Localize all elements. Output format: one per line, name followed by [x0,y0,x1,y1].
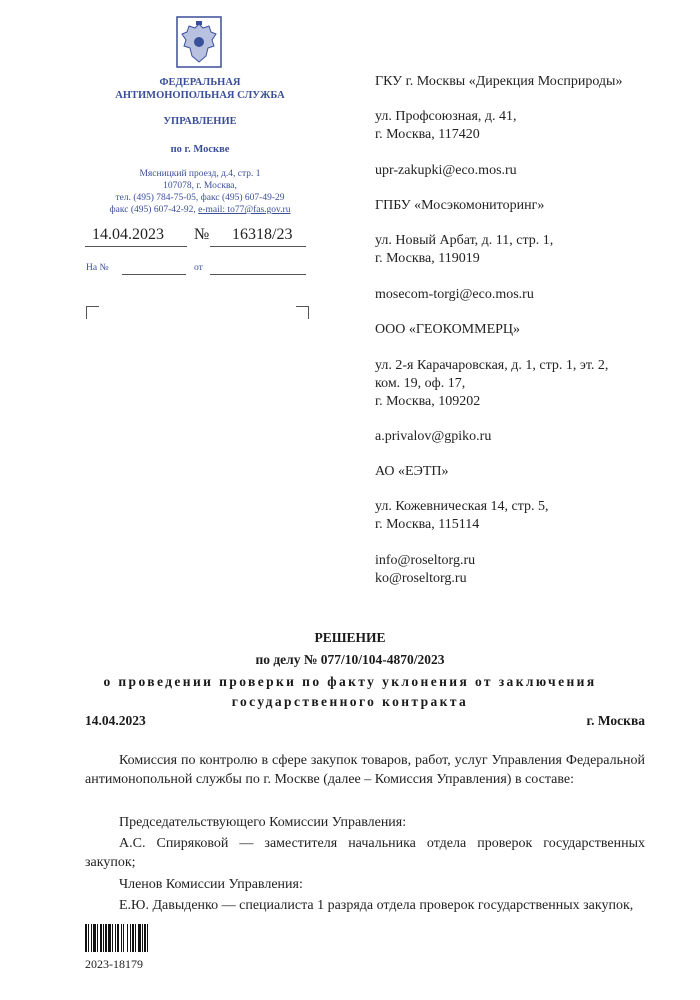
barcode-stripe [148,924,150,952]
org-name-line1: ФЕДЕРАЛЬНАЯ [159,77,241,88]
addressee-email-3: a.privalov@gpiko.ru [375,429,492,444]
barcode-number: 2023-18179 [85,957,143,971]
body-paragraph-5: Е.Ю. Давыденко — специалиста 1 разряда отдела проверок государственных закупок, [119,898,634,913]
addressee-email-4-line2: ko@roseltorg.ru [375,571,467,586]
address-line2: 107078, г. Москва, [163,181,237,191]
ref-label: На № [86,263,109,273]
addressee-email-2: mosecom-torgi@eco.mos.ru [375,287,534,302]
addressee-org-4: АО «ЕЭТП» [375,464,449,479]
decision-date: 14.04.2023 [85,713,146,728]
doc-number: 16318/23 [232,226,293,243]
date-underline [85,246,187,247]
decision-subject-line2: государственного контракта [231,694,469,709]
coat-of-arms-emblem [176,16,222,68]
phone-line: тел. (495) 784-75-05, факс (495) 607-49-29 [115,193,285,203]
body-paragraph-1: Комиссия по контролю в сфере закупок товаров, работ, услуг Управления Федеральной антимонопольной службы по г. Москве (далее – Комиссия Управления) в составе: [85,753,645,787]
corner-mark-left [86,306,99,319]
number-underline [210,246,306,247]
addressee-address-2-line2: г. Москва, 119019 [375,251,480,266]
addressee-address-1-line2: г. Москва, 117420 [375,127,480,142]
decision-subject-line1: о проведении проверки по факту уклонения от заключения [103,674,597,689]
number-sign: № [194,226,210,243]
addressee-address-3-line1: ул. 2-я Карачаровская, д. 1, стр. 1, эт. 2, [375,358,609,373]
from-label: от [194,263,203,273]
decision-place: г. Москва [586,713,645,728]
addressee-email-4-line1: info@roseltorg.ru [375,553,476,568]
body-paragraph-2: Председательствующего Комиссии Управления: [119,815,407,830]
dept-name: УПРАВЛЕНИЕ [163,116,237,127]
addressee-address-2-line1: ул. Новый Арбат, д. 11, стр. 1, [375,233,554,248]
addressee-org-3: ООО «ГЕОКОММЕРЦ» [375,322,521,337]
addressee-address-4-line1: ул. Кожевническая 14, стр. 5, [375,499,549,514]
corner-mark-right [296,306,309,319]
address-line1: Мясницкий проезд, д.4, стр. 1 [139,169,261,179]
org-name-line2: АНТИМОНОПОЛЬНАЯ СЛУЖБА [115,90,285,101]
addressee-address-1-line1: ул. Профсоюзная, д. 41, [375,109,517,124]
email-link[interactable]: e-mail: to77@fas.gov.ru [198,205,291,215]
body-paragraph-4: Членов Комиссии Управления: [119,877,303,892]
from-underline [210,274,306,275]
ref-underline [122,274,186,275]
body-paragraph-3: А.С. Спиряковой — заместителя начальника отдела проверок государственных закупок; [85,836,645,870]
decision-title: РЕШЕНИЕ [314,630,386,645]
addressee-email-1: upr-zakupki@eco.mos.ru [375,163,517,178]
addressee-address-4-line2: г. Москва, 115114 [375,517,480,532]
doc-date: 14.04.2023 [92,226,164,243]
fax-email-line [85,204,315,216]
fax-text: факс (495) 607-42-92, [109,205,199,215]
addressee-org-1: ГКУ г. Москвы «Дирекция Мосприроды» [375,74,623,89]
barcode [85,924,185,952]
addressee-address-3-line2: ком. 19, оф. 17, [375,376,466,391]
addressee-address-3-line3: г. Москва, 109202 [375,394,481,409]
addressee-org-2: ГПБУ «Мосэкомониторинг» [375,198,545,213]
decision-case: по делу № 077/10/104-4870/2023 [255,652,445,667]
dept-city: по г. Москве [170,144,230,155]
